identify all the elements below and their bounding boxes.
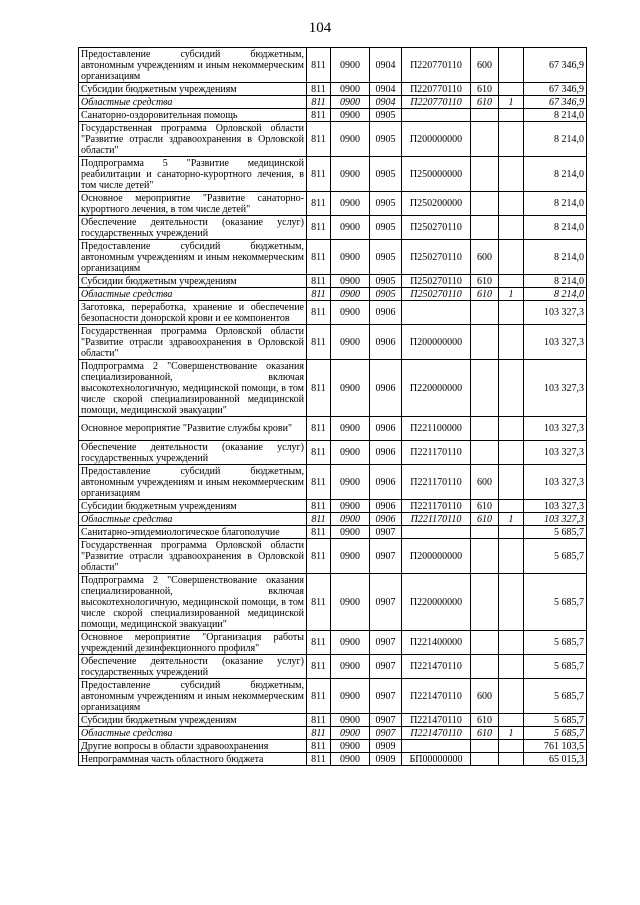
amount-cell: 8 214,0 [524, 192, 587, 216]
target-article-cell: П221400000 [402, 631, 471, 655]
section-code-cell: 0900 [331, 301, 370, 325]
expense-type-cell: 610 [471, 513, 499, 526]
target-article-cell: П200000000 [402, 539, 471, 574]
table-row [79, 122, 587, 157]
table-row [79, 157, 587, 192]
table-row [79, 301, 587, 325]
table-row [79, 655, 587, 679]
section-code-cell: 0900 [331, 83, 370, 96]
admin-code-cell: 811 [307, 109, 331, 122]
target-article-cell [402, 526, 471, 539]
regional-funds-row [79, 288, 587, 301]
table-row [79, 192, 587, 216]
target-article-cell: П250270110 [402, 216, 471, 240]
amount-cell: 103 327,3 [524, 441, 587, 465]
target-article-cell: П221470110 [402, 714, 471, 727]
expense-type-cell [471, 753, 499, 766]
table-row [79, 631, 587, 655]
amount-cell: 67 346,9 [524, 48, 587, 83]
table-row [79, 83, 587, 96]
expense-type-cell [471, 122, 499, 157]
expense-type-cell: 610 [471, 96, 499, 109]
section-code-cell: 0900 [331, 240, 370, 275]
row-name-cell: Государственная программа Орловской области "Развитие отрасли здравоохранения в Орловской области" [79, 122, 307, 157]
section-code-cell: 0900 [331, 513, 370, 526]
funding-source-cell [499, 574, 524, 631]
expense-type-cell [471, 301, 499, 325]
row-name-cell: Областные средства [79, 288, 307, 301]
funding-source-cell [499, 740, 524, 753]
table-row [79, 109, 587, 122]
expense-type-cell [471, 216, 499, 240]
amount-cell: 5 685,7 [524, 727, 587, 740]
subsection-code-cell: 0904 [370, 83, 402, 96]
subsection-code-cell: 0905 [370, 288, 402, 301]
target-article-cell [402, 740, 471, 753]
amount-cell: 8 214,0 [524, 275, 587, 288]
section-code-cell: 0900 [331, 157, 370, 192]
admin-code-cell: 811 [307, 122, 331, 157]
admin-code-cell: 811 [307, 275, 331, 288]
subsection-code-cell: 0907 [370, 727, 402, 740]
amount-cell: 103 327,3 [524, 513, 587, 526]
table-row [79, 360, 587, 417]
row-name-cell: Основное мероприятие "Развитие санаторно-курортного лечения, в том числе детей" [79, 192, 307, 216]
section-code-cell: 0900 [331, 574, 370, 631]
section-code-cell: 0900 [331, 275, 370, 288]
funding-source-cell: 1 [499, 288, 524, 301]
expense-type-cell [471, 655, 499, 679]
admin-code-cell: 811 [307, 192, 331, 216]
funding-source-cell [499, 417, 524, 441]
section-code-cell: 0900 [331, 122, 370, 157]
target-article-cell: П221470110 [402, 727, 471, 740]
target-article-cell: П220770110 [402, 83, 471, 96]
target-article-cell: П220000000 [402, 574, 471, 631]
section-code-cell: 0900 [331, 417, 370, 441]
admin-code-cell: 811 [307, 465, 331, 500]
funding-source-cell [499, 753, 524, 766]
table-row [79, 465, 587, 500]
row-name-cell: Субсидии бюджетным учреждениям [79, 275, 307, 288]
section-code-cell: 0900 [331, 655, 370, 679]
expense-type-cell [471, 157, 499, 192]
admin-code-cell: 811 [307, 360, 331, 417]
row-name-cell: Заготовка, переработка, хранение и обеспечение безопасности донорской крови и ее компонентов [79, 301, 307, 325]
expense-type-cell: 610 [471, 288, 499, 301]
section-code-cell: 0900 [331, 48, 370, 83]
amount-cell: 8 214,0 [524, 216, 587, 240]
row-name-cell: Субсидии бюджетным учреждениям [79, 83, 307, 96]
row-name-cell: Областные средства [79, 96, 307, 109]
subsection-code-cell: 0909 [370, 753, 402, 766]
admin-code-cell: 811 [307, 679, 331, 714]
funding-source-cell [499, 714, 524, 727]
subsection-code-cell: 0905 [370, 192, 402, 216]
target-article-cell: П221470110 [402, 679, 471, 714]
target-article-cell [402, 301, 471, 325]
expense-type-cell [471, 109, 499, 122]
section-code-cell: 0900 [331, 631, 370, 655]
amount-cell: 103 327,3 [524, 325, 587, 360]
target-article-cell: П250270110 [402, 275, 471, 288]
expense-type-cell [471, 441, 499, 465]
subsection-code-cell: 0906 [370, 301, 402, 325]
section-code-cell: 0900 [331, 96, 370, 109]
target-article-cell: П250270110 [402, 240, 471, 275]
target-article-cell: П250270110 [402, 288, 471, 301]
target-article-cell: П200000000 [402, 325, 471, 360]
expense-type-cell [471, 574, 499, 631]
expense-type-cell [471, 417, 499, 441]
admin-code-cell: 811 [307, 631, 331, 655]
section-code-cell: 0900 [331, 109, 370, 122]
amount-cell: 5 685,7 [524, 526, 587, 539]
amount-cell: 8 214,0 [524, 109, 587, 122]
admin-code-cell: 811 [307, 325, 331, 360]
admin-code-cell: 811 [307, 714, 331, 727]
amount-cell: 8 214,0 [524, 122, 587, 157]
table-row [79, 417, 587, 441]
admin-code-cell: 811 [307, 48, 331, 83]
subsection-code-cell: 0905 [370, 275, 402, 288]
target-article-cell: П220000000 [402, 360, 471, 417]
section-code-cell: 0900 [331, 753, 370, 766]
target-article-cell: П220770110 [402, 96, 471, 109]
subsection-code-cell: 0905 [370, 109, 402, 122]
section-code-cell: 0900 [331, 360, 370, 417]
funding-source-cell [499, 465, 524, 500]
expense-type-cell: 610 [471, 727, 499, 740]
expense-type-cell [471, 740, 499, 753]
table-row [79, 216, 587, 240]
expense-type-cell: 600 [471, 679, 499, 714]
section-code-cell: 0900 [331, 714, 370, 727]
row-name-cell: Субсидии бюджетным учреждениям [79, 500, 307, 513]
row-name-cell: Субсидии бюджетным учреждениям [79, 714, 307, 727]
section-code-cell: 0900 [331, 441, 370, 465]
expense-type-cell [471, 360, 499, 417]
amount-cell: 8 214,0 [524, 240, 587, 275]
table-body [79, 48, 587, 766]
regional-funds-row [79, 727, 587, 740]
funding-source-cell [499, 122, 524, 157]
amount-cell: 8 214,0 [524, 288, 587, 301]
expense-type-cell [471, 526, 499, 539]
admin-code-cell: 811 [307, 441, 331, 465]
row-name-cell: Обеспечение деятельности (оказание услуг) государственных учреждений [79, 216, 307, 240]
admin-code-cell: 811 [307, 513, 331, 526]
expense-type-cell [471, 192, 499, 216]
subsection-code-cell: 0906 [370, 500, 402, 513]
admin-code-cell: 811 [307, 753, 331, 766]
funding-source-cell [499, 500, 524, 513]
section-code-cell: 0900 [331, 526, 370, 539]
subsection-code-cell: 0909 [370, 740, 402, 753]
table-row [79, 441, 587, 465]
table-row [79, 740, 587, 753]
table-row [79, 48, 587, 83]
subsection-code-cell: 0906 [370, 325, 402, 360]
funding-source-cell [499, 679, 524, 714]
section-code-cell: 0900 [331, 192, 370, 216]
target-article-cell: П221170110 [402, 441, 471, 465]
target-article-cell: П221170110 [402, 513, 471, 526]
section-code-cell: 0900 [331, 727, 370, 740]
admin-code-cell: 811 [307, 727, 331, 740]
table-row [79, 240, 587, 275]
expense-type-cell: 610 [471, 500, 499, 513]
target-article-cell: П220770110 [402, 48, 471, 83]
expense-type-cell: 600 [471, 240, 499, 275]
funding-source-cell [499, 275, 524, 288]
row-name-cell: Основное мероприятие "Развитие службы крови" [79, 417, 307, 441]
row-name-cell: Областные средства [79, 727, 307, 740]
row-name-cell: Обеспечение деятельности (оказание услуг) государственных учреждений [79, 655, 307, 679]
row-name-cell: Предоставление субсидий бюджетным, автономным учреждениям и иным некоммерческим организациям [79, 240, 307, 275]
funding-source-cell: 1 [499, 727, 524, 740]
amount-cell: 5 685,7 [524, 714, 587, 727]
funding-source-cell [499, 526, 524, 539]
section-code-cell: 0900 [331, 288, 370, 301]
target-article-cell [402, 109, 471, 122]
amount-cell: 5 685,7 [524, 574, 587, 631]
row-name-cell: Областные средства [79, 513, 307, 526]
row-name-cell: Предоставление субсидий бюджетным, автономным учреждениям и иным некоммерческим организациям [79, 679, 307, 714]
funding-source-cell: 1 [499, 96, 524, 109]
table-row [79, 714, 587, 727]
section-code-cell: 0900 [331, 216, 370, 240]
amount-cell: 5 685,7 [524, 655, 587, 679]
admin-code-cell: 811 [307, 655, 331, 679]
funding-source-cell [499, 441, 524, 465]
target-article-cell: П221470110 [402, 655, 471, 679]
table-row [79, 325, 587, 360]
subsection-code-cell: 0904 [370, 96, 402, 109]
funding-source-cell [499, 301, 524, 325]
funding-source-cell [499, 631, 524, 655]
section-code-cell: 0900 [331, 740, 370, 753]
row-name-cell: Государственная программа Орловской области "Развитие отрасли здравоохранения в Орловской области" [79, 539, 307, 574]
table-row [79, 679, 587, 714]
subsection-code-cell: 0904 [370, 48, 402, 83]
subsection-code-cell: 0905 [370, 122, 402, 157]
row-name-cell: Непрограммная часть областного бюджета [79, 753, 307, 766]
admin-code-cell: 811 [307, 539, 331, 574]
subsection-code-cell: 0907 [370, 714, 402, 727]
expense-type-cell [471, 539, 499, 574]
amount-cell: 67 346,9 [524, 96, 587, 109]
expense-type-cell: 610 [471, 83, 499, 96]
funding-source-cell [499, 157, 524, 192]
funding-source-cell [499, 216, 524, 240]
row-name-cell: Подпрограмма 2 "Совершенствование оказания специализированной, включая высокотехнологичную, медицинской помощи, в том числе скорой специализированной медицинской помощи, медицинской эвакуации" [79, 360, 307, 417]
row-name-cell: Санаторно-оздоровительная помощь [79, 109, 307, 122]
amount-cell: 5 685,7 [524, 539, 587, 574]
row-name-cell: Санитарно-эпидемиологическое благополучие [79, 526, 307, 539]
funding-source-cell [499, 83, 524, 96]
section-code-cell: 0900 [331, 679, 370, 714]
admin-code-cell: 811 [307, 500, 331, 513]
row-name-cell: Подпрограмма 5 "Развитие медицинской реабилитации и санаторно-курортного лечения, в том числе детей" [79, 157, 307, 192]
admin-code-cell: 811 [307, 740, 331, 753]
table-row [79, 275, 587, 288]
amount-cell: 65 015,3 [524, 753, 587, 766]
expense-type-cell [471, 631, 499, 655]
funding-source-cell [499, 655, 524, 679]
section-code-cell: 0900 [331, 539, 370, 574]
row-name-cell: Подпрограмма 2 "Совершенствование оказания специализированной, включая высокотехнологичную, медицинской помощи, в том числе скорой специализированной медицинской помощи, медицинской эвакуации" [79, 574, 307, 631]
subsection-code-cell: 0907 [370, 526, 402, 539]
funding-source-cell [499, 240, 524, 275]
admin-code-cell: 811 [307, 157, 331, 192]
admin-code-cell: 811 [307, 526, 331, 539]
subsection-code-cell: 0907 [370, 574, 402, 631]
subsection-code-cell: 0906 [370, 465, 402, 500]
admin-code-cell: 811 [307, 301, 331, 325]
page-number: 104 [308, 20, 332, 36]
table-row [79, 539, 587, 574]
target-article-cell: П200000000 [402, 122, 471, 157]
regional-funds-row [79, 96, 587, 109]
subsection-code-cell: 0907 [370, 679, 402, 714]
amount-cell: 761 103,5 [524, 740, 587, 753]
regional-funds-row [79, 513, 587, 526]
target-article-cell: БП00000000 [402, 753, 471, 766]
table-row [79, 500, 587, 513]
amount-cell: 103 327,3 [524, 301, 587, 325]
funding-source-cell [499, 48, 524, 83]
target-article-cell: П221100000 [402, 417, 471, 441]
subsection-code-cell: 0905 [370, 240, 402, 275]
subsection-code-cell: 0905 [370, 216, 402, 240]
table-row [79, 753, 587, 766]
funding-source-cell [499, 192, 524, 216]
admin-code-cell: 811 [307, 574, 331, 631]
subsection-code-cell: 0906 [370, 417, 402, 441]
amount-cell: 8 214,0 [524, 157, 587, 192]
amount-cell: 67 346,9 [524, 83, 587, 96]
row-name-cell: Государственная программа Орловской области "Развитие отрасли здравоохранения в Орловской области" [79, 325, 307, 360]
row-name-cell: Предоставление субсидий бюджетным, автономным учреждениям и иным некоммерческим организациям [79, 48, 307, 83]
table-row [79, 574, 587, 631]
row-name-cell: Другие вопросы в области здравоохранения [79, 740, 307, 753]
row-name-cell: Предоставление субсидий бюджетным, автономным учреждениям и иным некоммерческим организациям [79, 465, 307, 500]
expense-type-cell [471, 325, 499, 360]
subsection-code-cell: 0907 [370, 631, 402, 655]
budget-table [78, 47, 587, 766]
expense-type-cell: 610 [471, 714, 499, 727]
amount-cell: 103 327,3 [524, 417, 587, 441]
funding-source-cell [499, 360, 524, 417]
admin-code-cell: 811 [307, 417, 331, 441]
subsection-code-cell: 0905 [370, 157, 402, 192]
admin-code-cell: 811 [307, 83, 331, 96]
table-row [79, 526, 587, 539]
expense-type-cell: 600 [471, 48, 499, 83]
admin-code-cell: 811 [307, 216, 331, 240]
row-name-cell: Обеспечение деятельности (оказание услуг) государственных учреждений [79, 441, 307, 465]
target-article-cell: П250000000 [402, 157, 471, 192]
subsection-code-cell: 0907 [370, 539, 402, 574]
subsection-code-cell: 0906 [370, 513, 402, 526]
amount-cell: 5 685,7 [524, 679, 587, 714]
expense-type-cell: 600 [471, 465, 499, 500]
subsection-code-cell: 0906 [370, 441, 402, 465]
section-code-cell: 0900 [331, 500, 370, 513]
admin-code-cell: 811 [307, 240, 331, 275]
funding-source-cell [499, 325, 524, 360]
amount-cell: 103 327,3 [524, 360, 587, 417]
target-article-cell: П250200000 [402, 192, 471, 216]
subsection-code-cell: 0907 [370, 655, 402, 679]
row-name-cell: Основное мероприятие "Организация работы учреждений дезинфекционного профиля" [79, 631, 307, 655]
admin-code-cell: 811 [307, 96, 331, 109]
admin-code-cell: 811 [307, 288, 331, 301]
section-code-cell: 0900 [331, 325, 370, 360]
expense-type-cell: 610 [471, 275, 499, 288]
subsection-code-cell: 0906 [370, 360, 402, 417]
funding-source-cell: 1 [499, 513, 524, 526]
amount-cell: 103 327,3 [524, 465, 587, 500]
target-article-cell: П221170110 [402, 465, 471, 500]
amount-cell: 103 327,3 [524, 500, 587, 513]
amount-cell: 5 685,7 [524, 631, 587, 655]
target-article-cell: П221170110 [402, 500, 471, 513]
section-code-cell: 0900 [331, 465, 370, 500]
funding-source-cell [499, 109, 524, 122]
funding-source-cell [499, 539, 524, 574]
